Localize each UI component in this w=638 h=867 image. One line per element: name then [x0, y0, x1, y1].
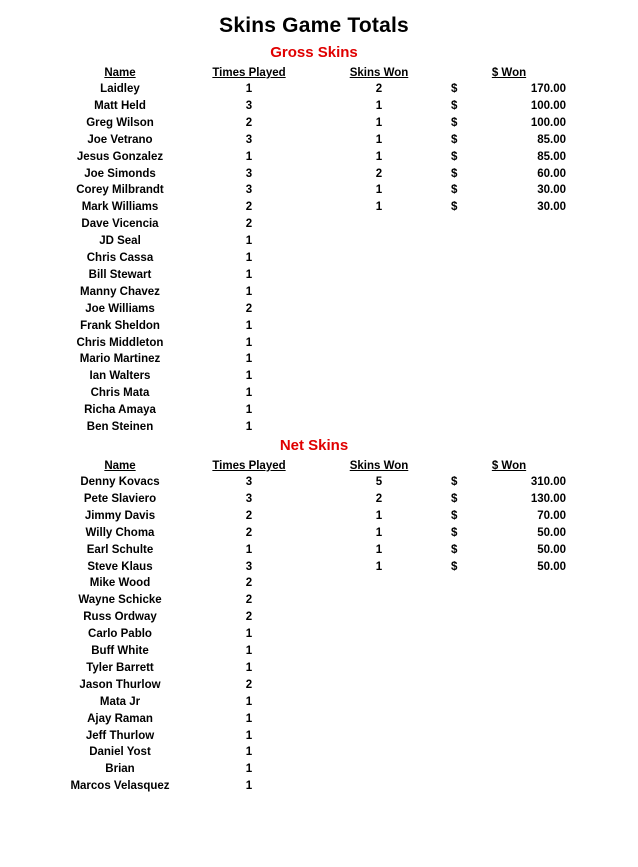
skins-won-value: 1 [375, 560, 383, 573]
player-name: Russ Ordway [83, 611, 157, 624]
dollars-won-value: 50.00 [537, 543, 566, 556]
table-row [0, 284, 638, 301]
times-played-value: 1 [245, 628, 253, 641]
table-row [0, 609, 638, 626]
times-played-value: 1 [245, 729, 253, 742]
player-name: Daniel Yost [89, 746, 151, 759]
currency-symbol: $ [451, 150, 458, 163]
column-header-dollars-won: $ Won [491, 460, 527, 472]
table-row [0, 474, 638, 491]
times-played-value: 1 [245, 387, 253, 400]
times-played-value: 2 [245, 526, 253, 539]
times-played-value: 3 [245, 476, 253, 488]
skins-won-value: 5 [375, 476, 383, 488]
player-name: Mike Wood [89, 577, 151, 590]
times-played-value: 2 [245, 116, 253, 129]
times-played-value: 3 [245, 133, 253, 146]
dollars-won-value: 30.00 [537, 184, 566, 197]
dollars-won-value: 100.00 [530, 99, 566, 112]
table-row [0, 149, 638, 166]
net-section-title: Net Skins [279, 437, 349, 454]
times-played-value: 3 [245, 99, 253, 112]
player-name: Jesus Gonzalez [76, 150, 164, 163]
times-played-value: 3 [245, 184, 253, 197]
skins-won-value: 1 [375, 543, 383, 556]
skins-won-value: 1 [375, 133, 383, 146]
times-played-value: 1 [245, 661, 253, 674]
table-row [0, 132, 638, 149]
dollars-won-value: 50.00 [537, 560, 566, 573]
column-header-dollars-won: $ Won [491, 67, 527, 79]
table-row [0, 166, 638, 183]
skins-won-value: 1 [375, 184, 383, 197]
table-row [0, 81, 638, 98]
times-played-value: 1 [245, 268, 253, 281]
table-row [0, 301, 638, 318]
times-played-value: 1 [245, 695, 253, 708]
currency-symbol: $ [451, 184, 458, 197]
times-played-value: 1 [245, 83, 253, 95]
table-row [0, 368, 638, 385]
table-row [0, 216, 638, 233]
table-row [0, 491, 638, 508]
times-played-value: 2 [245, 594, 253, 607]
table-row [0, 385, 638, 402]
dollars-won-value: 130.00 [530, 492, 566, 505]
times-played-value: 1 [245, 763, 253, 776]
times-played-value: 1 [245, 645, 253, 657]
gross-section-title: Gross Skins [270, 44, 358, 61]
times-played-value: 2 [245, 218, 253, 231]
table-row [0, 542, 638, 559]
player-name: Jeff Thurlow [85, 729, 155, 742]
player-name: Denny Kovacs [80, 476, 160, 488]
player-name: Corey Milbrandt [76, 184, 164, 197]
table-row [0, 335, 638, 352]
currency-symbol: $ [451, 99, 458, 112]
times-played-value: 3 [245, 492, 253, 505]
currency-symbol: $ [451, 476, 458, 488]
times-played-value: 2 [245, 302, 253, 315]
table-row [0, 267, 638, 284]
times-played-value: 3 [245, 167, 253, 180]
times-played-value: 1 [245, 370, 253, 383]
skins-won-value: 1 [375, 509, 383, 522]
player-name: Marcos Velasquez [70, 780, 170, 793]
player-name: Mario Martinez [79, 353, 161, 366]
player-name: Frank Sheldon [80, 319, 160, 332]
table-row [0, 525, 638, 542]
currency-symbol: $ [451, 83, 458, 95]
currency-symbol: $ [451, 492, 458, 505]
player-name: Bill Stewart [88, 268, 152, 281]
table-row [0, 182, 638, 199]
table-row [0, 575, 638, 592]
column-header-name: Name [104, 460, 136, 472]
skins-won-value: 1 [375, 526, 383, 539]
column-header-name: Name [104, 67, 136, 79]
player-name: Manny Chavez [80, 285, 160, 298]
dollars-won-value: 100.00 [530, 116, 566, 129]
times-played-value: 2 [245, 201, 253, 214]
skins-won-value: 1 [375, 99, 383, 112]
player-name: Richa Amaya [84, 404, 156, 417]
player-name: JD Seal [99, 235, 141, 248]
player-name: Buff White [91, 645, 149, 657]
dollars-won-value: 85.00 [537, 150, 566, 163]
currency-symbol: $ [451, 543, 458, 556]
times-played-value: 1 [245, 235, 253, 248]
column-header-times-played: Times Played [212, 460, 286, 472]
table-row [0, 728, 638, 745]
times-played-value: 2 [245, 611, 253, 624]
currency-symbol: $ [451, 167, 458, 180]
skins-won-value: 1 [375, 150, 383, 163]
table-row [0, 744, 638, 761]
dollars-won-value: 170.00 [530, 83, 566, 95]
times-played-value: 1 [245, 353, 253, 366]
player-name: Chris Cassa [86, 252, 154, 264]
times-played-value: 1 [245, 319, 253, 332]
table-row [0, 351, 638, 368]
column-header-skins-won: Skins Won [349, 67, 409, 79]
player-name: Ian Walters [89, 370, 151, 383]
player-name: Brian [105, 763, 135, 776]
dollars-won-value: 310.00 [530, 476, 566, 488]
column-header-times-played: Times Played [212, 67, 286, 79]
times-played-value: 1 [245, 150, 253, 163]
currency-symbol: $ [451, 201, 458, 214]
times-played-value: 1 [245, 421, 253, 433]
skins-won-value: 1 [375, 201, 383, 214]
dollars-won-value: 30.00 [537, 201, 566, 214]
player-name: Dave Vicencia [81, 218, 159, 231]
table-row [0, 778, 638, 795]
player-name: Matt Held [94, 99, 146, 112]
player-name: Joe Simonds [84, 167, 156, 180]
table-row [0, 643, 638, 660]
dollars-won-value: 85.00 [537, 133, 566, 146]
table-row [0, 318, 638, 335]
table-row [0, 559, 638, 576]
table-row [0, 419, 638, 436]
currency-symbol: $ [451, 526, 458, 539]
skins-won-value: 2 [375, 167, 383, 180]
table-row [0, 233, 638, 250]
player-name: Wayne Schicke [78, 594, 162, 607]
currency-symbol: $ [451, 133, 458, 146]
table-row [0, 660, 638, 677]
column-header-skins-won: Skins Won [349, 460, 409, 472]
table-row [0, 626, 638, 643]
skins-won-value: 1 [375, 116, 383, 129]
times-played-value: 1 [245, 336, 253, 349]
currency-symbol: $ [451, 116, 458, 129]
times-played-value: 2 [245, 509, 253, 522]
player-name: Steve Klaus [87, 560, 153, 573]
times-played-value: 1 [245, 404, 253, 417]
dollars-won-value: 70.00 [537, 509, 566, 522]
table-row [0, 711, 638, 728]
player-name: Joe Williams [85, 302, 155, 315]
player-name: Chris Mata [90, 387, 150, 400]
player-name: Mark Williams [81, 201, 159, 214]
times-played-value: 2 [245, 577, 253, 590]
times-played-value: 1 [245, 712, 253, 725]
player-name: Willy Choma [85, 526, 155, 539]
page-title: Skins Game Totals [219, 14, 409, 37]
dollars-won-value: 50.00 [537, 526, 566, 539]
player-name: Tyler Barrett [86, 661, 154, 674]
times-played-value: 1 [245, 543, 253, 556]
player-name: Jimmy Davis [84, 509, 156, 522]
currency-symbol: $ [451, 509, 458, 522]
table-row [0, 98, 638, 115]
table-row [0, 199, 638, 216]
table-row [0, 677, 638, 694]
gross-header-row [0, 65, 638, 82]
skins-won-value: 2 [375, 492, 383, 505]
player-name: Greg Wilson [86, 116, 154, 129]
player-name: Joe Vetrano [87, 133, 153, 146]
times-played-value: 1 [245, 746, 253, 759]
table-row [0, 402, 638, 419]
skins-won-value: 2 [375, 83, 383, 95]
times-played-value: 1 [245, 252, 253, 264]
player-name: Laidley [100, 83, 140, 95]
table-row [0, 250, 638, 267]
table-row [0, 694, 638, 711]
player-name: Earl Schulte [86, 543, 154, 556]
times-played-value: 1 [245, 780, 253, 793]
player-name: Pete Slaviero [83, 492, 157, 505]
player-name: Chris Middleton [76, 336, 164, 349]
currency-symbol: $ [451, 560, 458, 573]
table-row [0, 761, 638, 778]
net-header-row [0, 458, 638, 475]
times-played-value: 2 [245, 678, 253, 691]
table-row [0, 592, 638, 609]
times-played-value: 3 [245, 560, 253, 573]
player-name: Mata Jr [99, 695, 141, 708]
dollars-won-value: 60.00 [537, 167, 566, 180]
times-played-value: 1 [245, 285, 253, 298]
table-row [0, 508, 638, 525]
table-row [0, 115, 638, 132]
player-name: Jason Thurlow [79, 678, 161, 691]
player-name: Ben Steinen [86, 421, 154, 433]
player-name: Carlo Pablo [88, 628, 152, 641]
player-name: Ajay Raman [87, 712, 153, 725]
